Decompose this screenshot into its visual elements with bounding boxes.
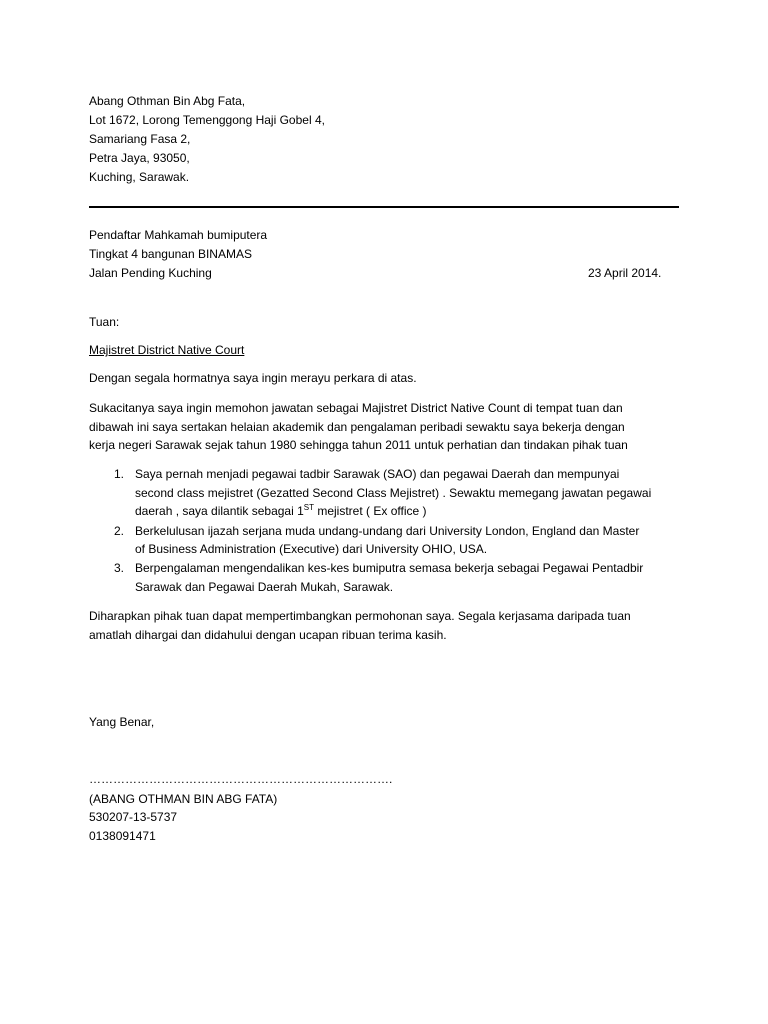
sender-address-line: Kuching, Sarawak. (89, 170, 190, 184)
intro-paragraph: Dengan segala hormatnya saya ingin merayu perkara di atas. (89, 371, 417, 385)
list-item-line: Berkelulusan ijazah serjana muda undang-undang dari University London, England dan Master (135, 524, 640, 538)
signatory-phone: 0138091471 (89, 829, 156, 843)
list-number: 1. (114, 467, 125, 481)
list-number: 2. (114, 524, 125, 538)
subject-heading: Majistret District Native Court (89, 343, 245, 357)
sender-address-line: Petra Jaya, 93050, (89, 151, 190, 165)
list-item-line: Berpengalaman mengendalikan kes-kes bumiputra semasa bekerja sebagai Pegawai Pentadbir (135, 561, 644, 575)
recipient-line: Pendaftar Mahkamah bumiputera (89, 228, 268, 242)
list-number: 3. (114, 561, 125, 575)
sender-name: Abang Othman Bin Abg Fata, (89, 94, 246, 108)
list-item-line: of Business Administration (Executive) dari University OHIO, USA. (135, 542, 488, 556)
closing-line: Diharapkan pihak tuan dapat mempertimbangkan permohonan saya. Segala kerjasama daripada tuan (89, 609, 631, 623)
body-line: Sukacitanya saya ingin memohon jawatan sebagai Majistret District Native Count di tempat tuan dan (89, 401, 623, 415)
signoff: Yang Benar, (89, 715, 155, 729)
recipient-line: Jalan Pending Kuching (89, 266, 212, 280)
header-divider (89, 206, 679, 208)
list-item-text: mejistret ( Ex office ) (314, 504, 427, 518)
list-item-text: daerah , saya dilantik sebagai 1 (135, 504, 304, 518)
signature-dotted-line: …………………………………………………………………. (89, 772, 393, 786)
superscript: ST (303, 503, 315, 512)
list-item-line: Sarawak dan Pegawai Daerah Mukah, Sarawak. (135, 580, 394, 594)
closing-line: amatlah dihargai dan didahului dengan ucapan ribuan terima kasih. (89, 628, 447, 642)
list-item-line (135, 502, 427, 520)
signatory-name: (ABANG OTHMAN BIN ABG FATA) (89, 792, 278, 806)
letter-date: 23 April 2014. (588, 266, 662, 280)
salutation: Tuan: (89, 315, 120, 329)
sender-address-line: Samariang Fasa 2, (89, 132, 191, 146)
sender-address-line: Lot 1672, Lorong Temenggong Haji Gobel 4, (89, 113, 325, 127)
list-item-line: Saya pernah menjadi pegawai tadbir Sarawak (SAO) dan pegawai Daerah dan mempunyai (135, 467, 620, 481)
signatory-ic-number: 530207-13-5737 (89, 810, 178, 824)
body-line: dibawah ini saya sertakan helaian akademik dan pengalaman peribadi sewaktu saya bekerja dengan (89, 420, 625, 434)
list-item-line: second class mejistret (Gezatted Second Class Mejistret) . Sewaktu memegang jawatan pegawai (135, 486, 652, 500)
recipient-line: Tingkat 4 bangunan BINAMAS (89, 247, 252, 261)
body-line: kerja negeri Sarawak sejak tahun 1980 sehingga tahun 2011 untuk perhatian dan tindakan pihak tuan (89, 438, 628, 452)
